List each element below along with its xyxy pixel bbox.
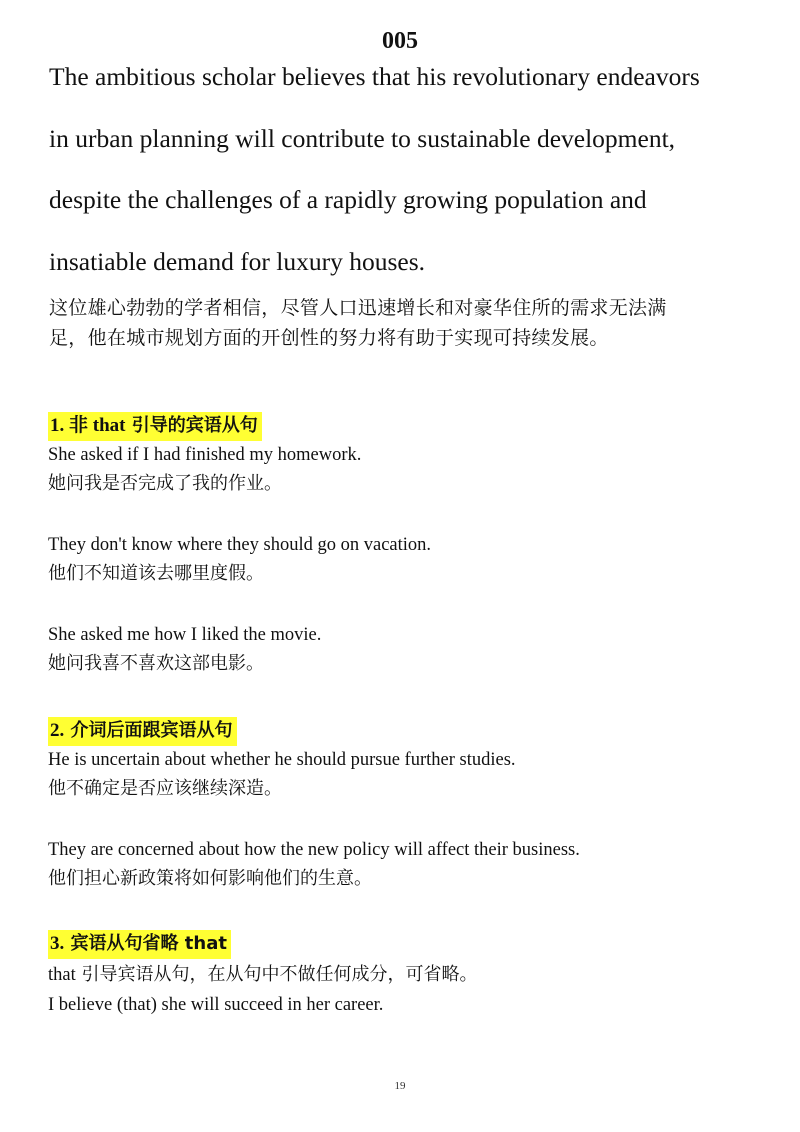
example-english: They don't know where they should go on vacation.	[48, 535, 432, 555]
example-english: He is uncertain about whether he should pursue further studies.	[48, 750, 516, 770]
example-chinese: 他们担心新政策将如何影响他们的生意。	[48, 868, 372, 889]
rule-note	[48, 959, 768, 991]
example	[48, 836, 768, 894]
example-english: They are concerned about how the new policy will affect their business.	[48, 840, 580, 860]
main-translation-line: 这位雄心勃勃的学者相信，尽管人口迅速增长和对豪华住所的需求无法满	[49, 297, 667, 319]
example-english: I believe (that) she will succeed in her career.	[48, 995, 384, 1015]
section-2	[48, 717, 768, 894]
example	[48, 531, 768, 589]
section-3	[48, 930, 768, 1019]
rule-note-en: that	[48, 965, 76, 985]
main-translation-line: 足，他在城市规划方面的开创性的努力将有助于实现可持续发展。	[49, 327, 609, 349]
example-chinese: 他不确定是否应该继续深造。	[48, 778, 282, 799]
example	[48, 746, 768, 804]
example-english: She asked me how I liked the movie.	[48, 625, 322, 645]
main-sentence-line: despite the challenges of a rapidly growing population and	[49, 185, 647, 214]
main-translation	[49, 293, 749, 353]
footer-page-number: 19	[394, 1080, 406, 1092]
section-title-prefix: 1. 非 that	[50, 415, 126, 436]
example	[48, 441, 768, 499]
example	[48, 621, 768, 679]
main-sentence-line: The ambitious scholar believes that his revolutionary endeavors	[49, 62, 700, 91]
main-sentence-line: in urban planning will contribute to sustainable development,	[49, 123, 676, 153]
main-sentence	[49, 46, 769, 292]
section-title-prefix: 3.	[50, 933, 65, 954]
section-title-zh: 介词后面跟宾语从句	[64, 720, 233, 741]
section-title	[48, 930, 231, 959]
section-title	[48, 717, 237, 746]
rule-note-zh: 引导宾语从句，在从句中不做任何成分，可省略。	[75, 964, 478, 985]
section-1	[48, 412, 768, 679]
page-number: 005	[382, 28, 418, 54]
section-title-zh: 宾语从句省略 that	[64, 933, 227, 954]
main-sentence-line: insatiable demand for luxury houses.	[49, 246, 426, 276]
example-chinese: 她问我是否完成了我的作业。	[48, 473, 282, 494]
example-chinese: 她问我喜不喜欢这部电影。	[48, 653, 264, 674]
section-title-prefix: 2.	[50, 720, 65, 741]
example-english: She asked if I had finished my homework.	[48, 445, 362, 465]
section-title-zh: 引导的宾语从句	[125, 415, 258, 436]
section-title	[48, 412, 262, 441]
example-chinese: 他们不知道该去哪里度假。	[48, 563, 264, 584]
